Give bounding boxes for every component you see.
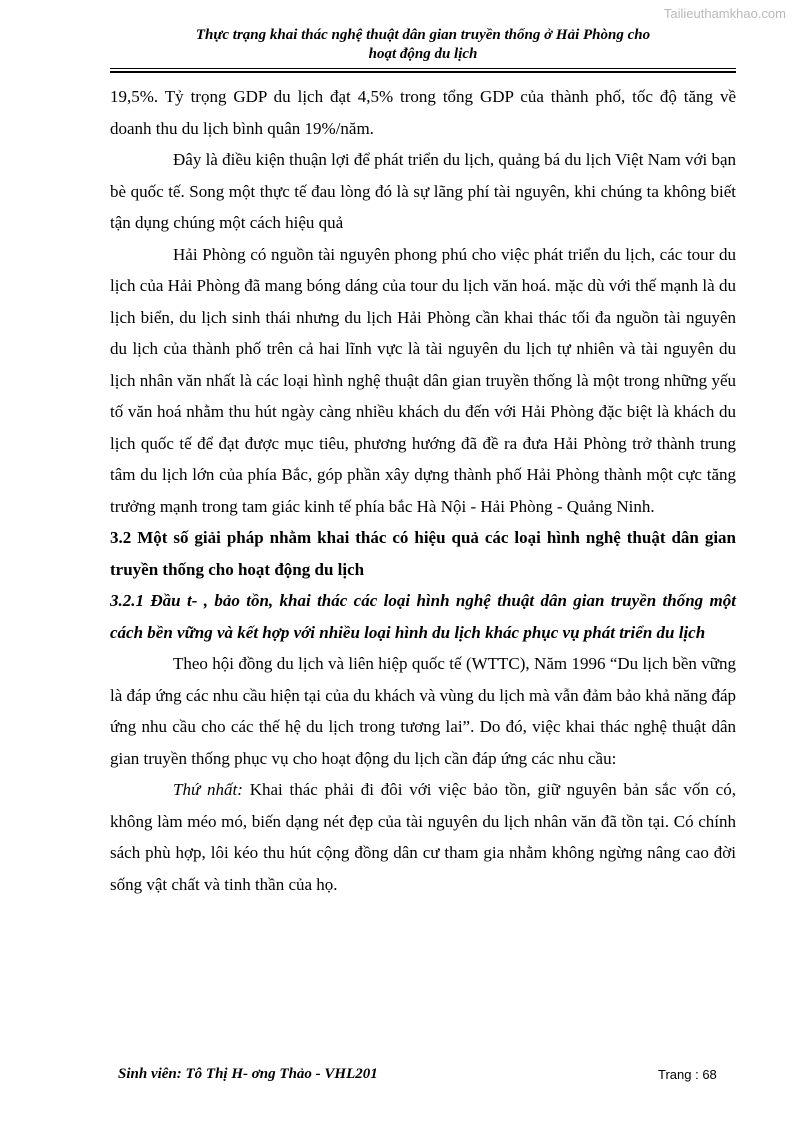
- paragraph-5: [110, 774, 736, 900]
- subsection-heading-3-2-1: 3.2.1 Đầu t- , bảo tồn, khai thác các loại hình nghệ thuật dân gian truyền thống một cách bền vững và kết hợp với nhiều loại hình du lịch khác phục vụ phát triển du lịch: [110, 591, 736, 642]
- paragraph-2: Đây là điều kiện thuận lợi để phát triển du lịch, quảng bá du lịch Việt Nam với bạn bè quốc tế. Song một thực tế đau lòng đó là sự lãng phí tài nguyên, khi chúng ta không biết tận dụng chúng một cách hiệu quả: [110, 150, 736, 232]
- paragraph-1: 19,5%. Tỷ trọng GDP du lịch đạt 4,5% trong tổng GDP của thành phố, tốc độ tăng về doanh thu du lịch bình quân 19%/năm.: [110, 87, 736, 138]
- page-body: [110, 81, 736, 900]
- paragraph-4: Theo hội đồng du lịch và liên hiệp quốc tế (WTTC), Năm 1996 “Du lịch bền vững là đáp ứng các nhu cầu hiện tại của du khách và vùng du lịch mà vẫn đảm bảo khả năng đáp ứng nhu cầu cho các thế hệ du lịch trong tương lai”. Do đó, việc khai thác nghệ thuật dân gian truyền thống phục vụ cho hoạt động du lịch cần đáp ứng các nhu cầu:: [110, 654, 736, 768]
- paragraph-3: Hải Phòng có nguồn tài nguyên phong phú cho việc phát triển du lịch, các tour du lịch của Hải Phòng đã mang bóng dáng của tour du lịch văn hoá. mặc dù với thế mạnh là du lịch biển, du lịch sinh thái nhưng du lịch Hải Phòng cần khai thác tối đa nguồn tài nguyên du lịch của thành phố trên cả hai lĩnh vực là tài nguyên du lịch tự nhiên và tài nguyên du lịch nhân văn nhất là các loại hình nghệ thuật dân gian truyền thống là một trong những yếu tố văn hoá nhằm thu hút ngày càng nhiều khách du đến với Hải Phòng đặc biệt là khách du lịch quốc tế để đạt được mục tiêu, phương hướng đã đề ra đưa Hải Phòng trở thành trung tâm du lịch lớn của phía Bắc, góp phần xây dựng thành phố Hải Phòng thành một cực tăng trưởng mạnh trong tam giác kinh tế phía bắc Hà Nội - Hải Phòng - Quảng Ninh.: [110, 244, 736, 516]
- header-line-2: hoạt động du lịch: [368, 46, 478, 62]
- paragraph-5-lead: Thứ nhất:: [173, 780, 243, 799]
- footer-student-name: Sinh viên: Tô Thị H- ơng Thảo - VHL201: [118, 1066, 378, 1082]
- running-header: [110, 26, 736, 64]
- watermark: Tailieuthamkhao.com: [663, 6, 786, 21]
- footer-page-number: Trang : 68: [658, 1067, 717, 1082]
- section-heading-3-2: 3.2 Một số giải pháp nhằm khai thác có hiệu quả các loại hình nghệ thuật dân gian truyền thống cho hoạt động du lịch: [110, 528, 736, 579]
- header-rule-thin: [110, 68, 736, 69]
- header-rule-thick: [110, 71, 736, 73]
- header-line-1: Thực trạng khai thác nghệ thuật dân gian truyền thống ở Hải Phòng cho: [195, 27, 651, 43]
- paragraph-5-text: Khai thác phải đi đôi với việc bảo tồn, giữ nguyên bản sắc vốn có, không làm méo mó, biến dạng nét đẹp của tài nguyên du lịch nhân văn đã tồn tại. Có chính sách phù hợp, lôi kéo thu hút cộng đồng dân cư tham gia nhằm không ngừng nâng cao đời sống vật chất và tinh thần của họ.: [110, 780, 736, 894]
